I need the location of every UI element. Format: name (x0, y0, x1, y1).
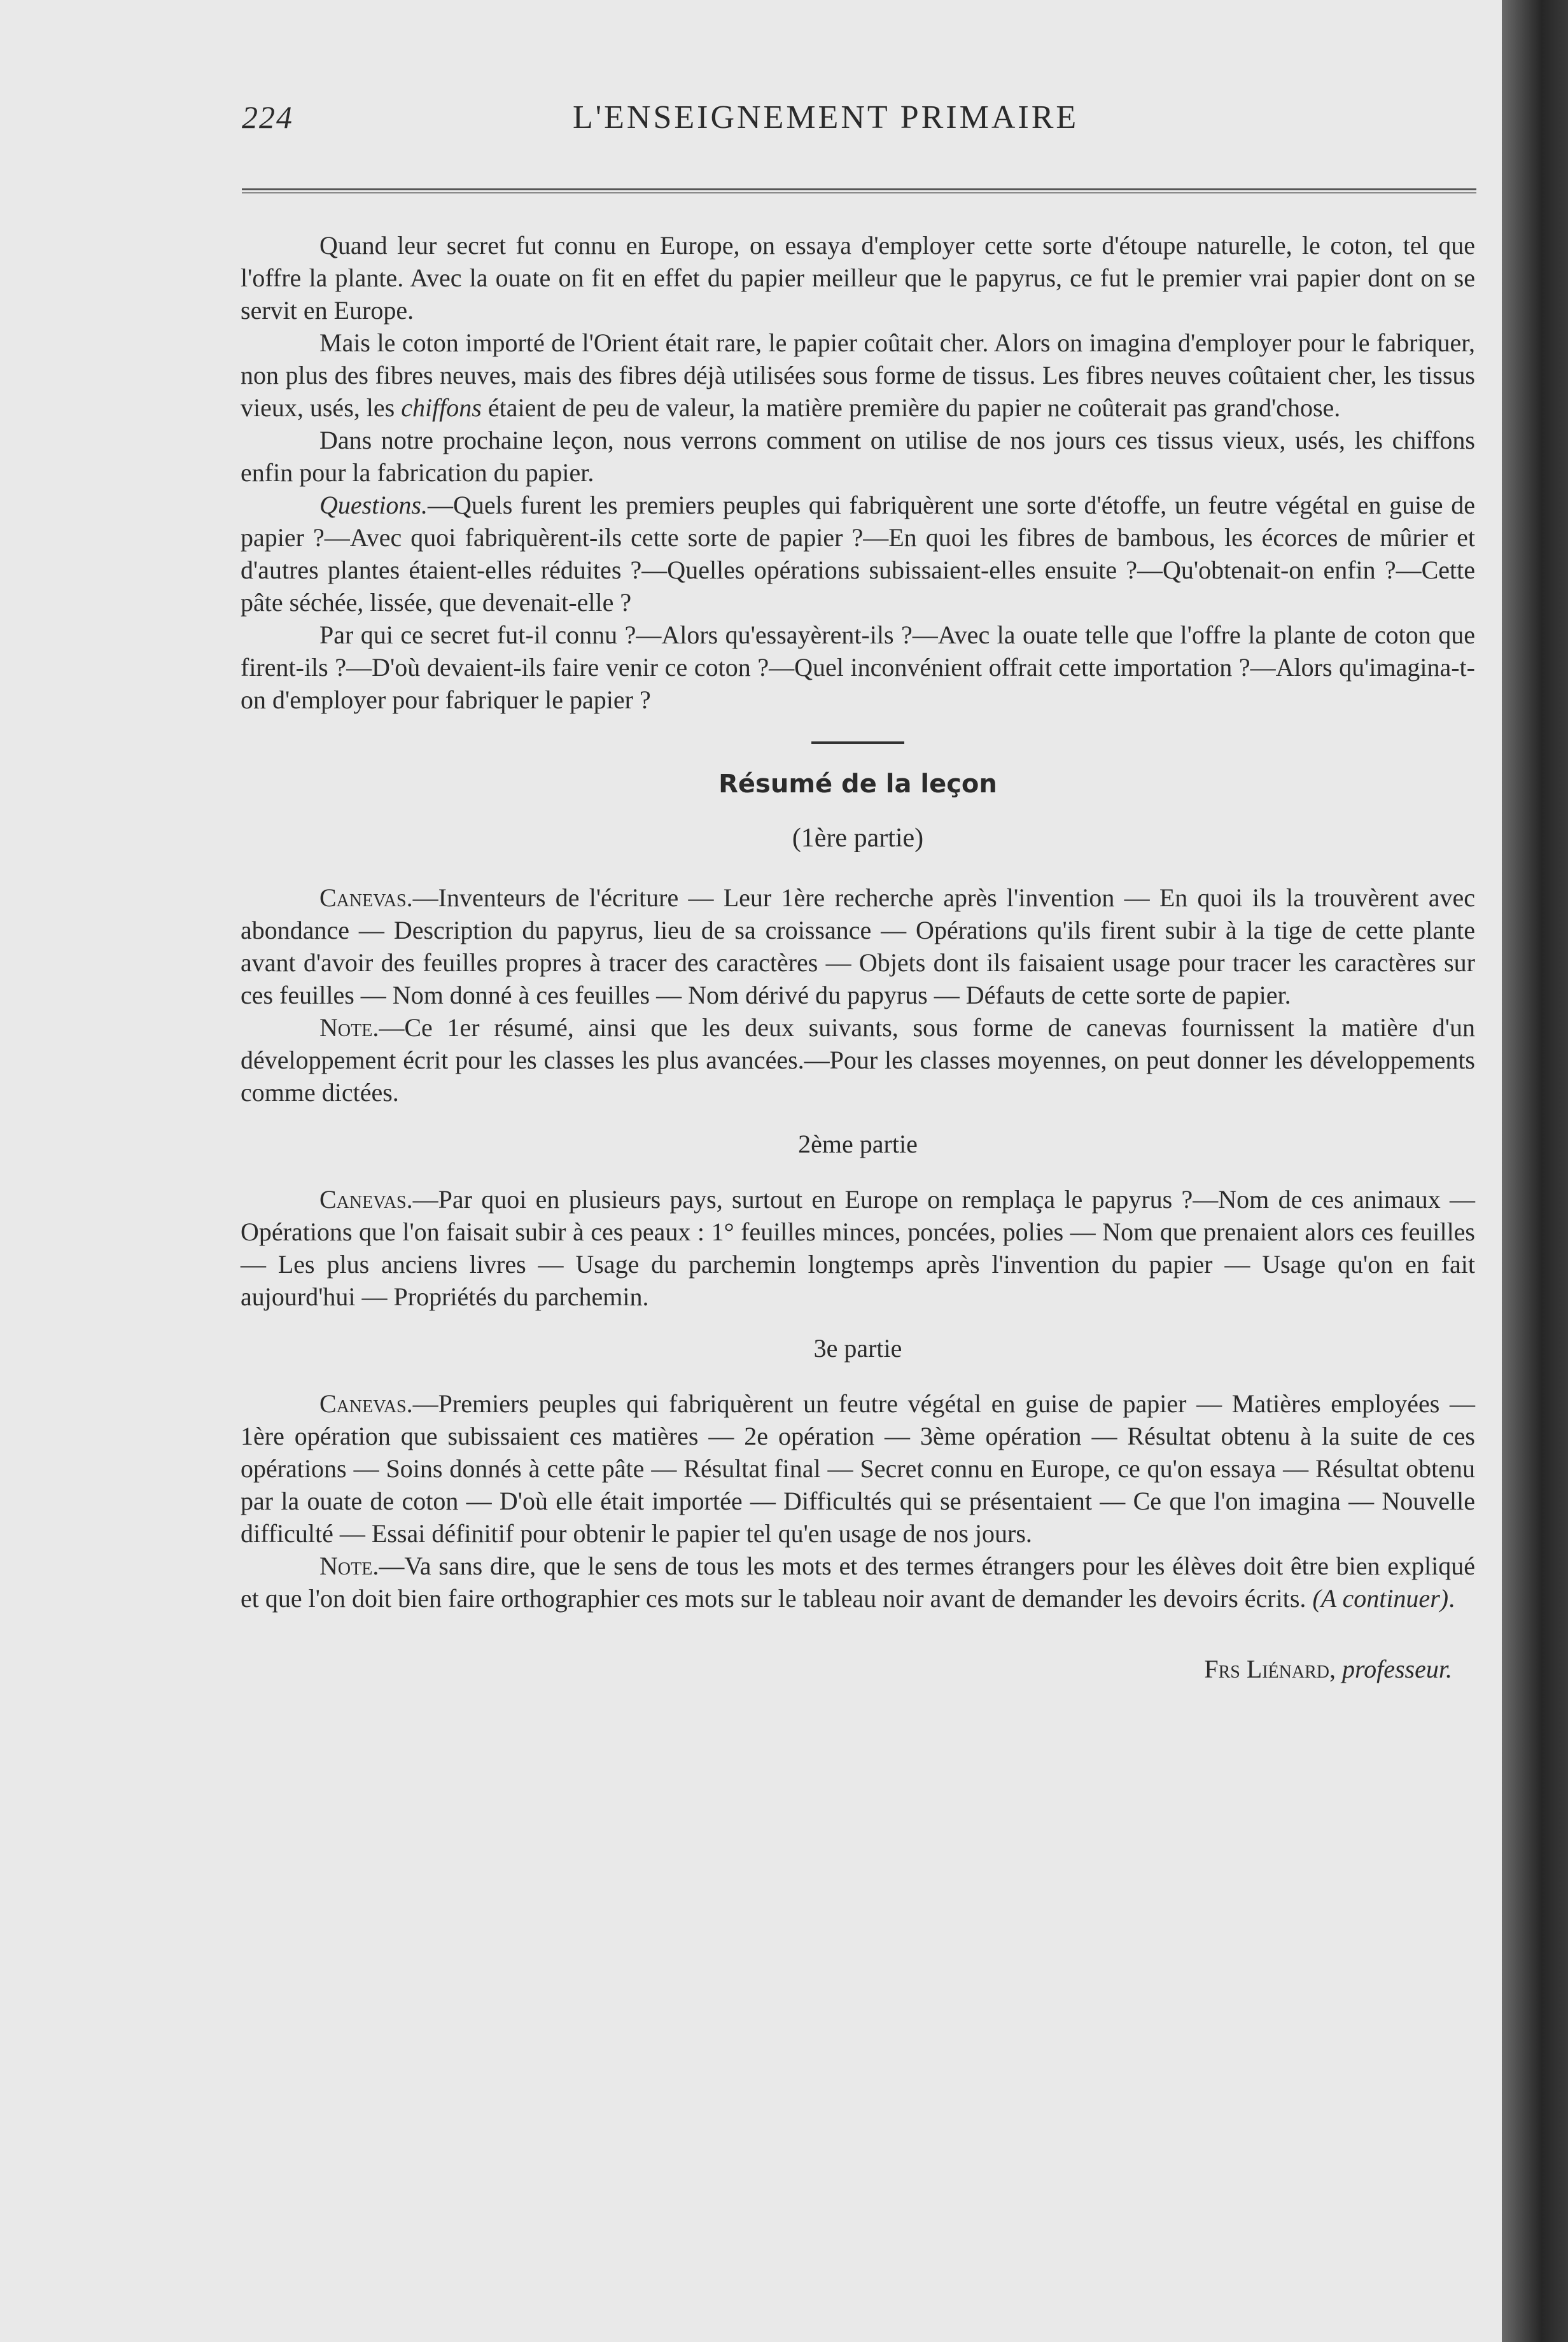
running-title: L'ENSEIGNEMENT PRIMAIRE (573, 99, 1079, 136)
paragraph: Mais le coton importé de l'Orient était rare, le papier coûtait cher. Alors on imagina d'employer pour le fabriquer, non plus des fibres neuves, mais des fibres déjà utilisées sous forme de tissus. Les fibres neuves coûtaient cher, les tissus vieux, usés, les chiffons étaient de peu de valeur, la matière première du papier ne coûterait pas grand'chose. (241, 328, 1475, 422)
part1-title: (1ère partie) (792, 824, 924, 853)
author-title: professeur. (1342, 1655, 1452, 1683)
author-signature: Frs Liénard, professeur. (1204, 1655, 1452, 1683)
questions-label: Questions. (319, 491, 428, 519)
paragraph: Par qui ce secret fut-il connu ?—Alors qu'essayèrent-ils ?—Avec la ouate telle que l'offre la plante de coton que firent-ils ?—D'où devaient-ils faire venir ce coton ?—Quel inconvénient offrait cette importation ?—Alors qu'imagina-t-on d'employer pour fabriquer le papier ? (241, 621, 1475, 714)
canevas-label: Canevas. (319, 1185, 413, 1214)
paragraph: Quand leur secret fut connu en Europe, on essaya d'employer cette sorte d'étoupe naturelle, le coton, tel que l'offre la plante. Avec la ouate on fit en effet du papier meilleur que le papyrus, ce fut le premier vrai papier dont on se servit en Europe. (241, 231, 1475, 325)
note-label: Note. (319, 1013, 379, 1042)
note-paragraph: Note.—Va sans dire, que le sens de tous les mots et des termes étrangers pour les élèves doit être bien expliqué et que l'on doit bien faire orthographier ces mots sur le tableau noir avant de demander les devoirs écrits. (A continuer). (241, 1552, 1475, 1613)
to-be-continued: (A continuer) (1312, 1584, 1449, 1613)
page-header (242, 99, 1476, 143)
questions-paragraph: Questions.—Quels furent les premiers peuples qui fabriquèrent une sorte d'étoffe, un feutre végétal en guise de papier ?—Avec quoi fabriquèrent-ils cette sorte de papier ?—En quoi les fibres de bambous, les écorces de mûrier et d'autres plantes étaient-elles réduites ?—Quelles opérations subissaient-elles ensuite ?—Qu'obtenait-on enfin ?—Cette pâte séchée, lissée, que devenait-elle ? (241, 491, 1475, 617)
canevas-label: Canevas. (319, 1389, 413, 1418)
header-rule (242, 188, 1476, 193)
canevas-paragraph: Canevas.—Par quoi en plusieurs pays, surtout en Europe on remplaça le papyrus ?—Nom de ces animaux — Opérations que l'on faisait subir à ces peaux : 1° feuilles minces, poncées, polies — Nom que prenaient alors ces feuilles — Les plus anciens livres — Usage du parchemin longtemps après l'invention du papier — Usage qu'on en fait aujourd'hui — Propriétés du parchemin. (241, 1185, 1475, 1311)
canevas-paragraph: Canevas.—Inventeurs de l'écriture — Leur 1ère recherche après l'invention — En quoi ils la trouvèrent avec abondance — Description du papyrus, lieu de sa croissance — Opérations qu'ils firent subir à la tige de cette plante avant d'avoir des feuilles propres à tracer des caractères — Objets dont ils faisaient usage pour tracer les caractères sur ces feuilles — Nom donné à ces feuilles — Nom dérivé du papyrus — Défauts de cette sorte de papier. (241, 883, 1475, 1009)
article-body (241, 229, 1475, 1685)
author-name: Frs Liénard (1204, 1655, 1330, 1683)
paragraph: Dans notre prochaine leçon, nous verrons comment on utilise de nos jours ces tissus vieux, usés, les chiffons enfin pour la fabrication du papier. (241, 426, 1475, 487)
resume-title: Résumé de la leçon (718, 769, 997, 799)
book-spine-shadow (1502, 0, 1568, 2342)
canevas-label: Canevas. (319, 883, 413, 912)
section-separator (811, 741, 904, 744)
part3-title: 3e partie (813, 1334, 902, 1363)
canevas-paragraph: Canevas.—Premiers peuples qui fabriquèrent un feutre végétal en guise de papier — Matières employées — 1ère opération que subissaient ces matières — 2e opération — 3ème opération — Résultat obtenu à la suite de ces opérations — Soins donnés à cette pâte — Résultat final — Secret connu en Europe, ce qu'on essaya — Résultat obtenu par la ouate de coton — D'où elle était importée — Difficultés qui se présentaient — Ce que l'on imagina — Nouvelle difficulté — Essai définitif pour obtenir le papier tel qu'en usage de nos jours. (241, 1389, 1475, 1548)
note-paragraph: Note.—Ce 1er résumé, ainsi que les deux suivants, sous forme de canevas fournissent la matière d'un développement écrit pour les classes les plus avancées.—Pour les classes moyennes, on peut donner les développements comme dictées. (241, 1013, 1475, 1107)
note-label: Note. (319, 1552, 379, 1580)
part2-title: 2ème partie (798, 1130, 918, 1158)
page-number: 224 (242, 99, 293, 135)
